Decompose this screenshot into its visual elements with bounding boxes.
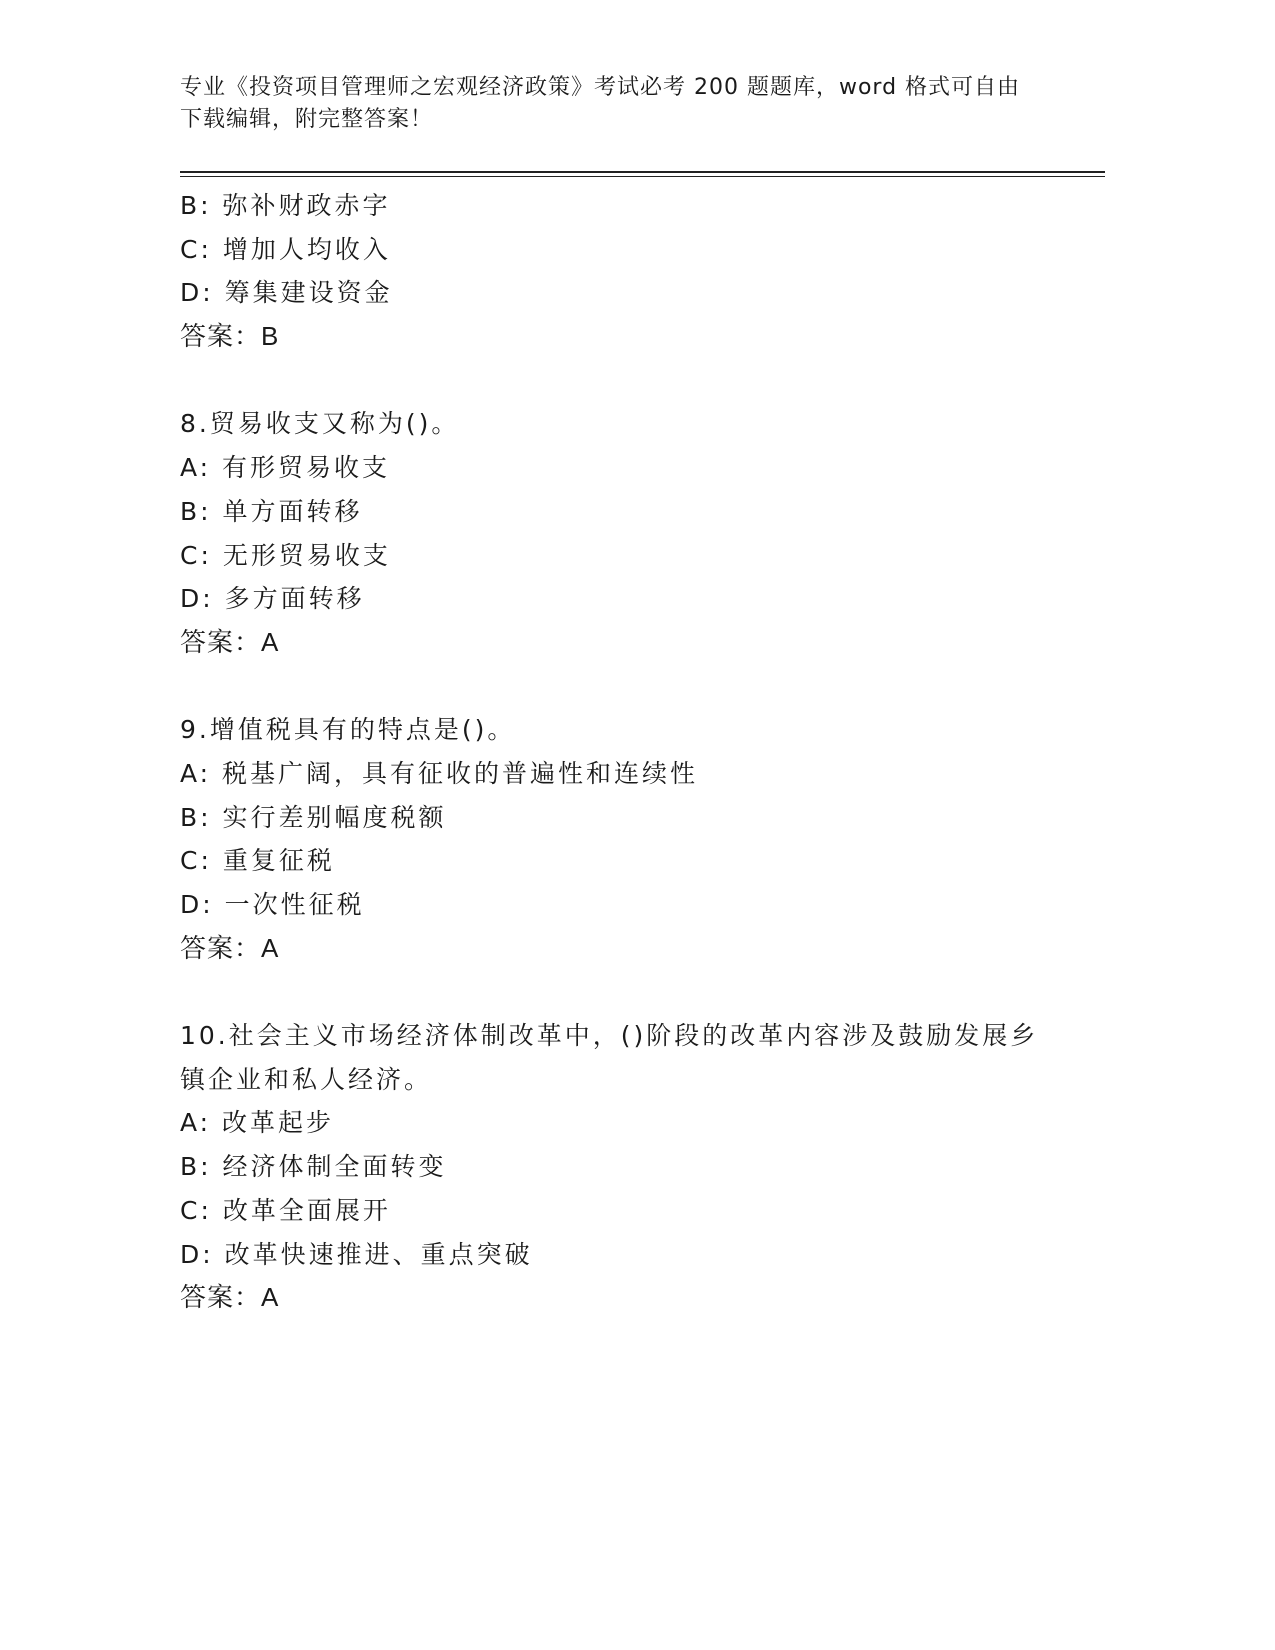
q8-option-d: D: 多方面转移 — [180, 584, 365, 614]
q10-option-d: D: 改革快速推进、重点突破 — [180, 1239, 533, 1269]
q10-answer: 答案：A — [180, 1282, 280, 1313]
spacer — [180, 970, 1080, 1014]
header-title-line-2: 下载编辑，附完整答案！ — [180, 107, 434, 132]
q10-option-b: B: 经济体制全面转变 — [180, 1152, 447, 1182]
q8-question: 8.贸易收支又称为()。 — [180, 409, 460, 439]
q9-option-d: D: 一次性征税 — [180, 890, 365, 919]
q10-option-a: A: 改革起步 — [180, 1108, 335, 1138]
spacer — [180, 359, 1080, 403]
question-list — [180, 184, 1080, 1320]
q9-answer: 答案：A — [180, 932, 280, 963]
q10-question-line-2: 镇企业和私人经济。 — [180, 1064, 433, 1094]
q8-option-b: B: 单方面转移 — [180, 496, 363, 526]
q10-option-c: C: 改革全面展开 — [180, 1195, 391, 1225]
q7-answer: 答案：B — [180, 321, 280, 352]
header-divider-thick — [180, 171, 1105, 173]
document-header — [180, 72, 1060, 136]
q10-question-line-1: 10.社会主义市场经济体制改革中，()阶段的改革内容涉及鼓励发展乡 — [180, 1021, 1039, 1051]
q7-option-b: B: 弥补财政赤字 — [180, 191, 391, 220]
q9-option-c: C: 重复征税 — [180, 846, 335, 876]
q9-question: 9.增值税具有的特点是()。 — [180, 715, 516, 745]
spacer — [180, 665, 1080, 709]
header-title-line-1: 专业《投资项目管理师之宏观经济政策》考试必考 200 题题库，word 格式可自由 — [180, 75, 1021, 100]
q7-option-c: C: 增加人均收入 — [180, 234, 391, 264]
q8-option-c: C: 无形贸易收支 — [180, 540, 391, 570]
q7-option-d: D: 筹集建设资金 — [180, 278, 393, 308]
q8-option-a: A: 有形贸易收支 — [180, 453, 391, 483]
header-divider-thin — [180, 176, 1105, 177]
q9-option-a: A: 税基广阔，具有征收的普遍性和连续性 — [180, 758, 699, 788]
q9-option-b: B: 实行差别幅度税额 — [180, 802, 447, 832]
q8-answer: 答案：A — [180, 626, 280, 657]
